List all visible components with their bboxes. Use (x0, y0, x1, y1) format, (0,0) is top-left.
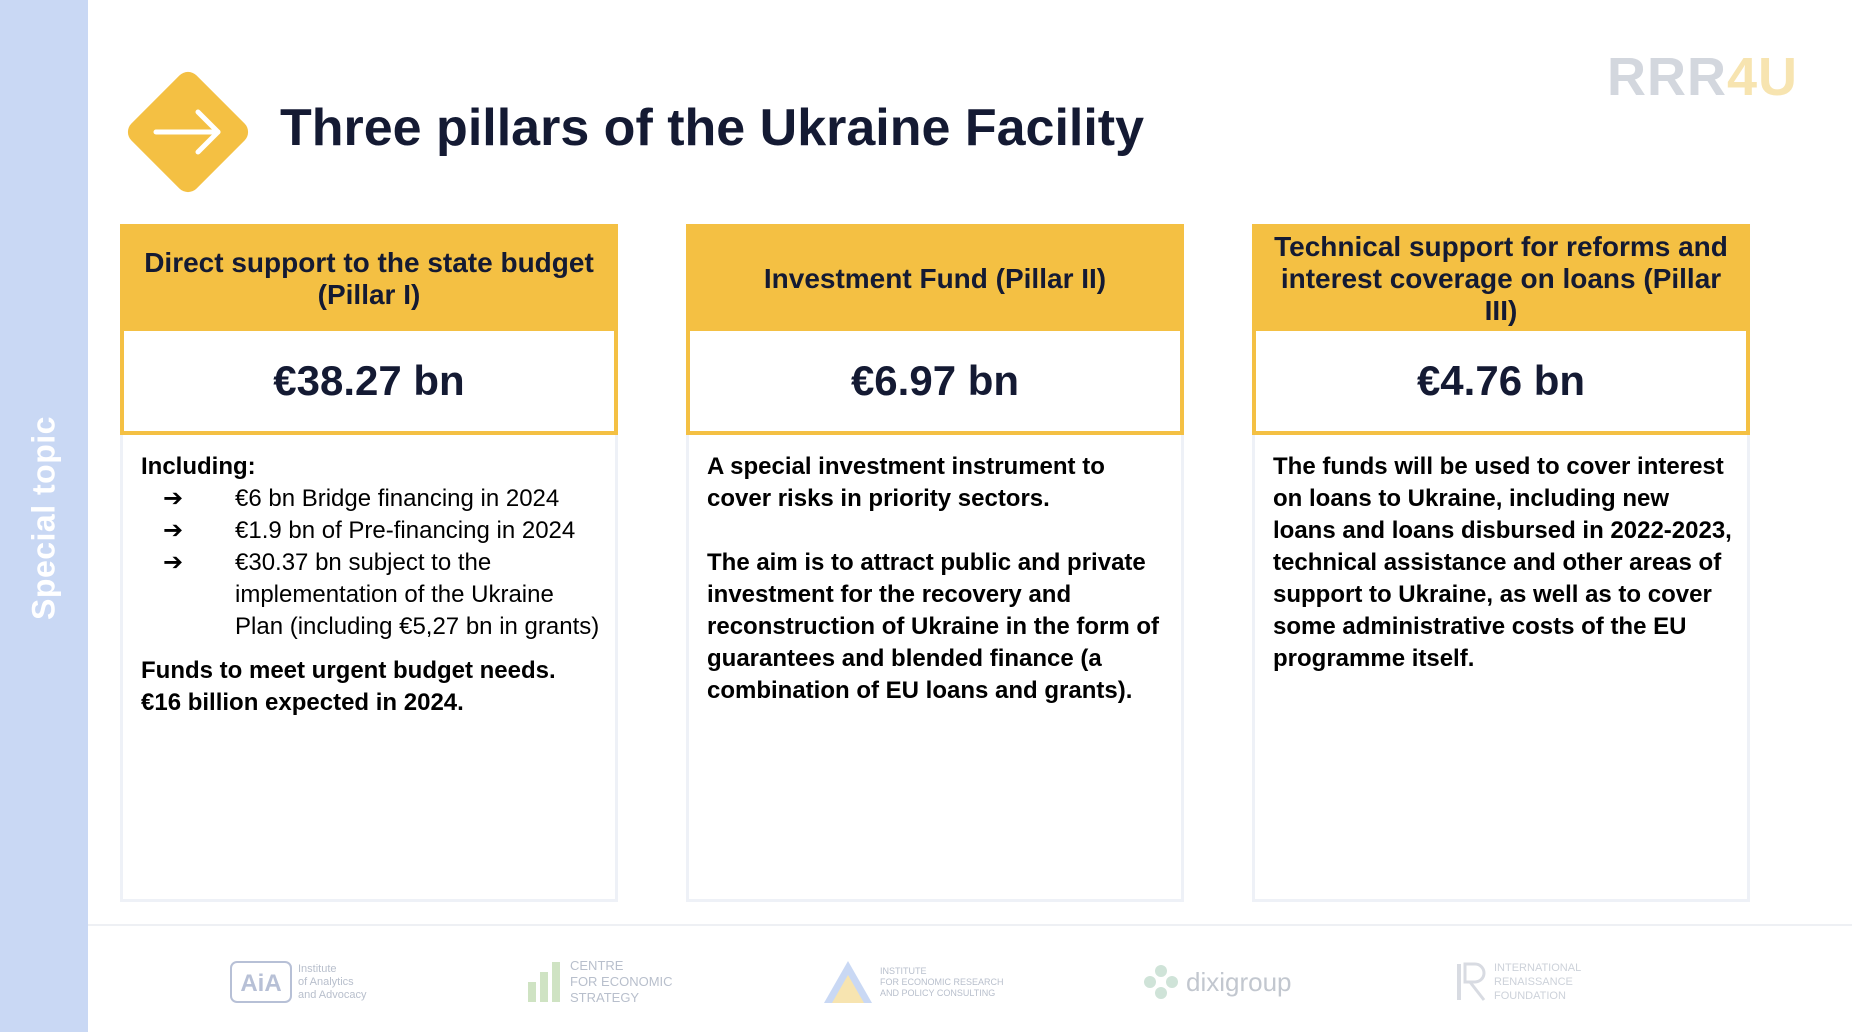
arrow-right-icon (118, 62, 258, 202)
pillar-paragraph: A special investment instrument to cover risks in priority sectors. (707, 453, 1105, 512)
sidebar (0, 0, 88, 1032)
footer-divider (88, 924, 1852, 926)
brand-logo-part2: 4U (1726, 47, 1798, 107)
pillar-body (1273, 451, 1733, 675)
brand-logo (1607, 46, 1798, 108)
aia-logo-icon (230, 961, 292, 1003)
pillar-intro: Including: (141, 453, 256, 480)
pillar-heading: Investment Fund (Pillar II) (686, 224, 1184, 334)
pillar-card-1 (120, 224, 618, 902)
brand-logo-part1: RRR (1606, 47, 1727, 107)
dixigroup-mark-icon (1142, 963, 1180, 1001)
pillar-bullet-list (141, 483, 601, 643)
svg-text:AiA: AiA (240, 970, 282, 997)
logo-irf: INTERNATIONAL RENAISSANCE FOUNDATION (1454, 956, 1581, 1008)
pillar-heading: Technical support for reforms and interest coverage on loans (Pillar III) (1252, 224, 1750, 334)
pillar-body (141, 451, 601, 719)
pillar-amount: €6.97 bn (686, 331, 1184, 435)
pillar-paragraph: The aim is to attract public and private investment for the recovery and reconstruction of Ukraine in the form of guarantees and blended finance (a combination of EU loans and grants). (707, 549, 1160, 704)
triangle-logo-icon (822, 959, 874, 1005)
logo-ces: CENTRE FOR ECONOMIC STRATEGY (526, 956, 673, 1008)
dixigroup-name: dixigroup (1186, 966, 1292, 997)
pillar-heading: Direct support to the state budget (Pillar I) (120, 224, 618, 334)
irf-logo-icon (1454, 960, 1488, 1004)
logo-iaa: AiA Institute of Analytics and Advocacy (230, 956, 367, 1008)
bar-chart-icon (526, 960, 564, 1004)
pillar-card-2 (686, 224, 1184, 902)
pillar-body (707, 451, 1167, 707)
logo-dixigroup (1142, 956, 1292, 1008)
pillar-amount: €38.27 bn (120, 331, 618, 435)
partner-logos (88, 940, 1852, 1020)
pillar-paragraph: The funds will be used to cover interest on loans to Ukraine, including new loans and loans disbursed in 2022-2023, technical assistance and other areas of support to Ukraine, as well as to cover some administrative costs of the EU programme itself. (1273, 453, 1732, 672)
list-item: ➔ €1.9 bn of Pre-financing in 2024 (141, 515, 601, 547)
pillar-card-3 (1252, 224, 1750, 902)
arrow-bullet-icon: ➔ (163, 549, 184, 576)
list-item: ➔ €6 bn Bridge financing in 2024 (141, 483, 601, 515)
pillar-amount: €4.76 bn (1252, 331, 1750, 435)
page-title: Three pillars of the Ukraine Facility (280, 99, 1145, 157)
pillar-closing: Funds to meet urgent budget needs. €16 billion expected in 2024. (141, 657, 556, 716)
arrow-bullet-icon: ➔ (163, 485, 184, 512)
logo-ier: INSTITUTE FOR ECONOMIC RESEARCH AND POLICY CONSULTING (822, 956, 1004, 1008)
arrow-bullet-icon: ➔ (163, 517, 184, 544)
list-item: ➔ €30.37 bn subject to the implementation of the Ukraine Plan (including €5,27 bn in grants) (163, 549, 600, 640)
sidebar-label: Special topic (25, 416, 62, 620)
